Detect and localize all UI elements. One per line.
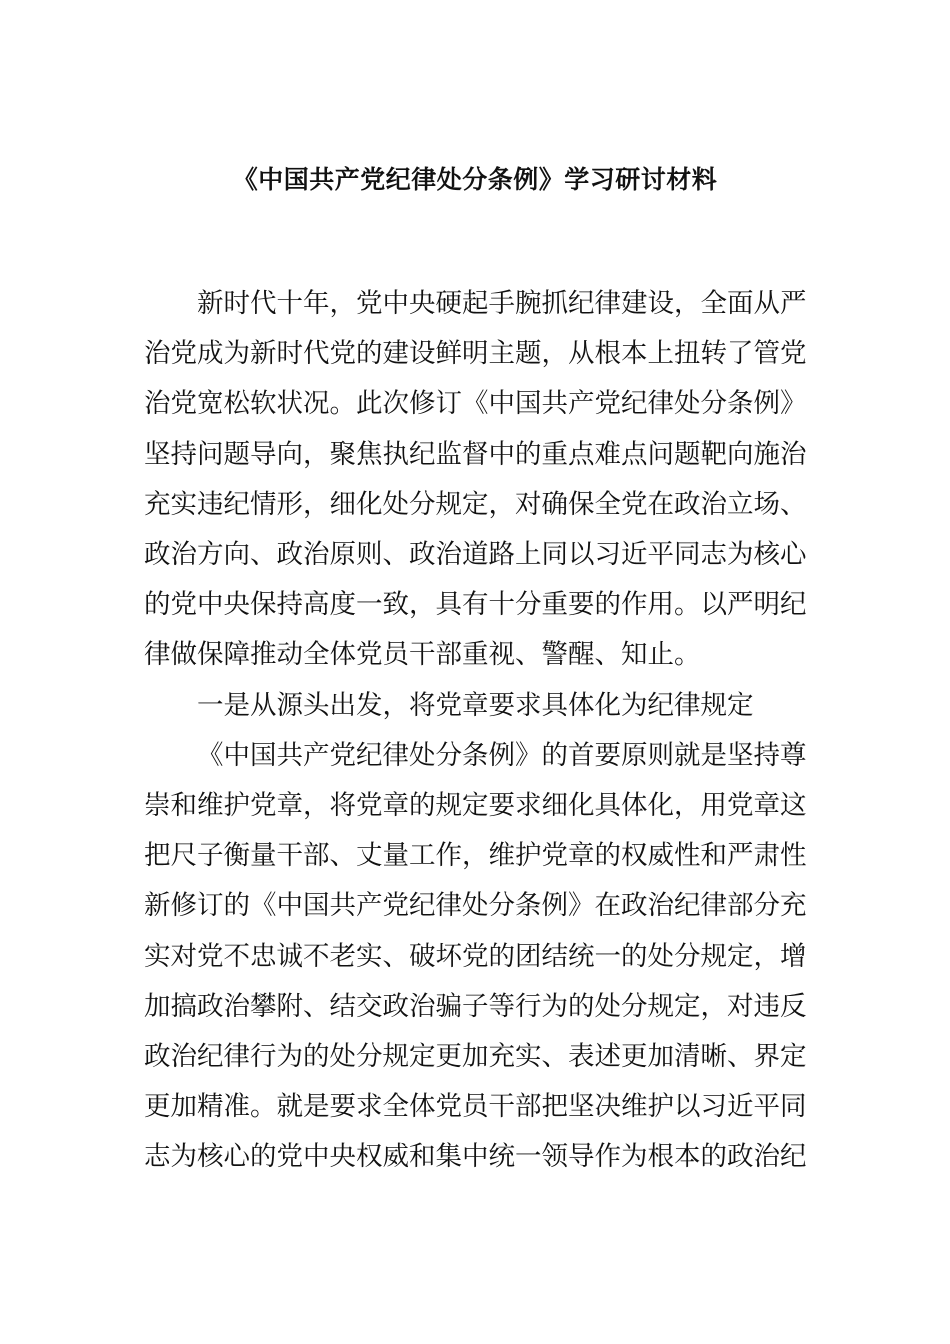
paragraph-section-1 [144, 731, 806, 1183]
text-line: 充实违纪情形，细化处分规定，对确保全党在政治立场、 [144, 488, 807, 520]
text-line: 政治方向、政治原则、政治道路上同以习近平同志为核心 [144, 539, 807, 571]
text-line: 律做保障推动全体党员干部重视、警醒、知止。 [144, 639, 701, 671]
text-line: 《中国共产党纪律处分条例》的首要原则就是坚持尊 [197, 739, 807, 771]
text-line: 把尺子衡量干部、丈量工作，维护党章的权威性和严肃性 [144, 840, 807, 872]
text-line: 崇和维护党章，将党章的规定要求细化具体化，用党章这 [144, 790, 807, 822]
text-line: 志为核心的党中央权威和集中统一领导作为根本的政治纪 [144, 1141, 807, 1173]
text-line: 治党成为新时代党的建设鲜明主题，从根本上扭转了管党 [144, 338, 807, 370]
text-line: 实对党不忠诚不老实、破坏党的团结统一的处分规定，增 [144, 940, 807, 972]
section-heading-1 [144, 681, 806, 731]
text-line: 新修订的《中国共产党纪律处分条例》在政治纪律部分充 [144, 890, 807, 922]
text-line: 新时代十年，党中央硬起手腕抓纪律建设，全面从严 [197, 288, 807, 319]
document-title: 《中国共产党纪律处分条例》学习研讨材料 [232, 165, 718, 194]
text-line: 政治纪律行为的处分规定更加充实、表述更加清晰、界定 [144, 1041, 807, 1073]
text-line: 一是从源头出发，将党章要求具体化为纪律规定 [197, 689, 754, 721]
document-body [144, 279, 806, 1183]
text-line: 加搞政治攀附、结交政治骗子等行为的处分规定，对违反 [144, 990, 807, 1022]
text-line: 治党宽松软状况。此次修订《中国共产党纪律处分条例》 [144, 388, 807, 420]
text-line: 坚持问题导向，聚焦执纪监督中的重点难点问题靶向施治 [144, 438, 807, 470]
text-line: 更加精准。就是要求全体党员干部把坚决维护以习近平同 [144, 1091, 807, 1123]
paragraph-intro [144, 279, 806, 681]
text-line: 的党中央保持高度一致，具有十分重要的作用。以严明纪 [144, 589, 807, 621]
